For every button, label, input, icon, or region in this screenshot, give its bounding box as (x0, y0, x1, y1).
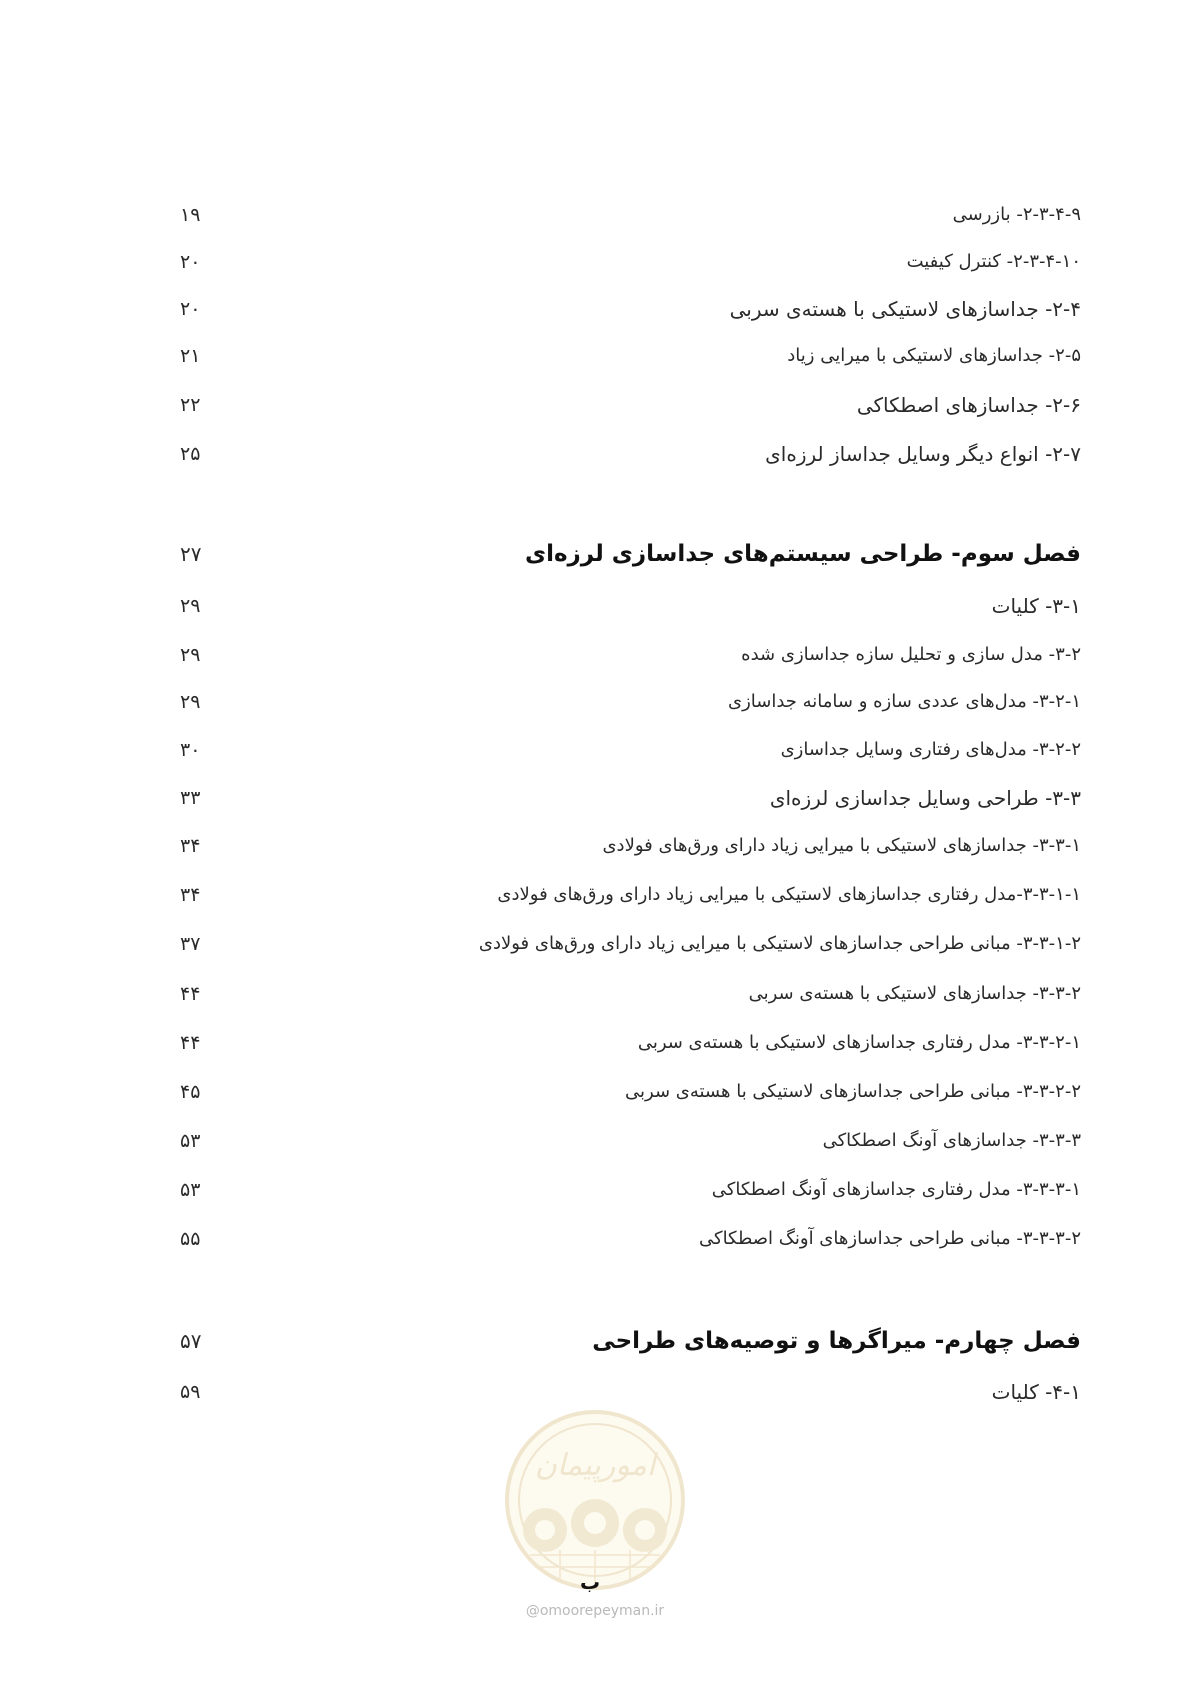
toc-entry[interactable] (180, 978, 1081, 1010)
toc-entry-page: ۲۰ (180, 251, 201, 273)
toc-chapter-entry[interactable] (180, 538, 1081, 570)
toc-entry[interactable] (180, 879, 1081, 911)
toc-entry[interactable] (180, 1076, 1081, 1108)
toc-entry-title: ۲-۷- انواع دیگر وسایل جداساز لرزه‌ای (765, 442, 1081, 466)
toc-entry-title: ۳-۳-۳- جداسازهای آونگ اصطکاکی (822, 1130, 1081, 1151)
toc-entry[interactable] (180, 199, 1081, 231)
toc-entry-page: ۲۱ (180, 345, 201, 367)
toc-entry[interactable] (180, 1174, 1081, 1206)
toc-chapter-title: فصل سوم- طراحی سیستم‌های جداسازی لرزه‌ای (525, 541, 1081, 567)
toc-chapter-title: فصل چهارم- میراگرها و توصیه‌های طراحی (592, 1328, 1081, 1354)
toc-entry[interactable] (180, 734, 1081, 766)
toc-entry-title: ۳-۲-۲- مدل‌های رفتاری وسایل جداسازی (780, 739, 1081, 760)
toc-entry-page: ۳۳ (180, 787, 201, 809)
toc-chapter-entry[interactable] (180, 1325, 1081, 1357)
toc-entry-page: ۵۳ (180, 1130, 201, 1152)
toc-entry[interactable] (180, 590, 1081, 622)
toc-entry-title: ۳-۳-۱-۱-مدل رفتاری جداسازهای لاستیکی با میرایی زیاد دارای ورق‌های فولادی (497, 884, 1081, 905)
toc-entry-title: ۳-۳-۱- جداسازهای لاستیکی با میرایی زیاد دارای ورق‌های فولادی (602, 835, 1081, 856)
toc-entry[interactable] (180, 246, 1081, 278)
toc-entry-page: ۲۹ (180, 644, 201, 666)
toc-entry-title: ۳-۳-۲-۲- مبانی طراحی جداسازهای لاستیکی با هسته‌ی سربی (625, 1081, 1081, 1102)
toc-entry-page: ۱۹ (180, 204, 201, 226)
toc-entry[interactable] (180, 438, 1081, 470)
toc-entry-title: ۲-۴- جداسازهای لاستیکی با هسته‌ی سربی (729, 297, 1081, 321)
toc-entry[interactable] (180, 1125, 1081, 1157)
toc-entry-page: ۵۹ (180, 1381, 201, 1403)
toc-entry-title: ۳-۳- طراحی وسایل جداسازی لرزه‌ای (769, 786, 1081, 810)
toc-entry-title: ۳-۱- کلیات (991, 594, 1081, 618)
toc-entry-title: ۳-۳-۱-۲- مبانی طراحی جداسازهای لاستیکی با میرایی زیاد دارای ورق‌های فولادی (478, 933, 1081, 954)
toc-entry[interactable] (180, 830, 1081, 862)
toc-entry-page: ۵۵ (180, 1228, 201, 1250)
page-number: ب (580, 1570, 601, 1594)
toc-entry-page: ۲۰ (180, 298, 201, 320)
toc-entry-page: ۴۴ (180, 1032, 201, 1054)
toc-entry[interactable] (180, 1376, 1081, 1408)
toc-entry[interactable] (180, 1027, 1081, 1059)
toc-entry-page: ۴۵ (180, 1081, 201, 1103)
toc-entry-page: ۳۷ (180, 933, 201, 955)
toc-entry[interactable] (180, 639, 1081, 671)
toc-entry-title: ۳-۲- مدل سازی و تحلیل سازه جداسازی شده (741, 644, 1081, 665)
toc-chapter-page: ۲۷ (180, 542, 202, 566)
toc-entry-title: ۳-۳-۲-۱- مدل رفتاری جداسازهای لاستیکی با هسته‌ی سربی (637, 1032, 1081, 1053)
toc-entry-title: ۴-۱- کلیات (991, 1380, 1081, 1404)
toc-entry-title: ۳-۳-۲- جداسازهای لاستیکی با هسته‌ی سربی (748, 983, 1081, 1004)
toc-entry[interactable] (180, 293, 1081, 325)
toc-entry-page: ۳۰ (180, 739, 201, 761)
toc-entry-page: ۴۴ (180, 983, 201, 1005)
toc-entry-page: ۲۹ (180, 595, 201, 617)
toc-entry-title: ۲-۵- جداسازهای لاستیکی با میرایی زیاد (787, 345, 1081, 366)
toc-entry-page: ۳۴ (180, 884, 201, 906)
toc-entry-page: ۲۵ (180, 443, 201, 465)
toc-entry-page: ۲۲ (180, 394, 201, 416)
watermark-logo (500, 1405, 690, 1595)
toc-entry-title: ۲-۳-۴-۹- بازرسی (952, 204, 1081, 225)
toc-entry[interactable] (180, 928, 1081, 960)
toc-entry-page: ۳۴ (180, 835, 201, 857)
toc-entry-page: ۵۳ (180, 1179, 201, 1201)
toc-chapter-page: ۵۷ (180, 1329, 202, 1353)
toc-entry[interactable] (180, 340, 1081, 372)
toc-entry-title: ۳-۲-۱- مدل‌های عددی سازه و سامانه جداسازی (727, 691, 1081, 712)
watermark-site: @omoorepeyman.ir (525, 1603, 665, 1619)
toc-entry-title: ۳-۳-۳-۱- مدل رفتاری جداسازهای آونگ اصطکاکی (711, 1179, 1081, 1200)
toc-entry[interactable] (180, 1223, 1081, 1255)
toc-entry[interactable] (180, 389, 1081, 421)
toc-entry-page: ۲۹ (180, 691, 201, 713)
toc-entry-title: ۳-۳-۳-۲- مبانی طراحی جداسازهای آونگ اصطکاکی (699, 1228, 1081, 1249)
watermark-text: امورپیمان (534, 1448, 656, 1483)
toc-entry-title: ۲-۳-۴-۱۰- کنترل کیفیت (906, 251, 1081, 272)
toc-entry[interactable] (180, 686, 1081, 718)
toc-entry-title: ۲-۶- جداسازهای اصطکاکی (856, 393, 1081, 417)
toc-entry[interactable] (180, 782, 1081, 814)
